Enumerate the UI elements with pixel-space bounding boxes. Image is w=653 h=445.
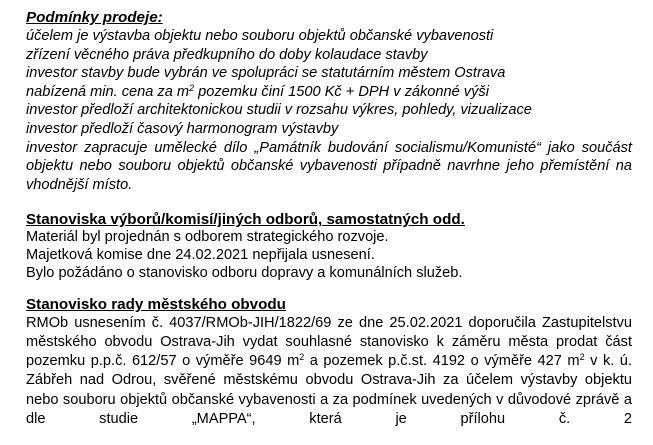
podminky-item: investor předloží architektonickou studii v rozsahu výkres, pohledy, vizualizace	[26, 102, 532, 119]
stanoviska-line: Bylo požádáno o stanovisko odboru dopravy a komunálních služeb.	[26, 264, 463, 281]
stanoviska-title: Stanoviska výborů/komisí/jiných odborů, samostatných odd.	[26, 211, 465, 229]
rada-text-2: a pozemek p.č.st. 4192 o výměře 427 m	[304, 353, 580, 370]
document-page	[26, 9, 632, 429]
podminky-item: investor předloží časový harmonogram výstavby	[26, 120, 339, 137]
podminky-item: zřízení věcného práva předkupního do doby kolaudace stavby	[26, 46, 428, 63]
stanoviska-body	[26, 229, 632, 282]
podminky-item-price	[26, 83, 632, 102]
stanoviska-line: Majetková komise dne 24.02.2021 nepřijala usnesení.	[26, 246, 375, 263]
rada-superscript-2: 2	[579, 352, 585, 363]
stanoviska-line: Materiál byl projednán s odborem strategického rozvoje.	[26, 229, 389, 246]
rada-text-1: RMOb usnesením č. 4037/RMOb-JIH/1822/69 ze dne 25.02.2021 doporučila Zastupitelstvu městského obvodu Ostrava-Jih vydat souhlasné stanovisko k záměru města prodat část pozemku p.p.č. 612/57 o výměře 9649 m	[26, 315, 632, 370]
podminky-item: účelem je výstavba objektu nebo souboru objektů občanské vybavenosti	[26, 28, 494, 44]
rada-paragraph	[26, 314, 632, 429]
podminky-item: investor zapracuje umělecké dílo „Památník budování socialismu/Komunisté“ jako součást objektu nebo souboru objektů občanské vybavenosti případně navrhne jeho přemístění na vhodnější místo.	[26, 139, 632, 193]
rada-text-3: v k. ú. Zábřeh nad Odrou, svěřené městskému obvodu Ostrava-Jih za účelem výstavby objektu nebo souboru objektů občanské vybavenosti a za podmínek uvedených v důvodové zprávě a dle studie „MAPPA“, která je přílohu č. 2	[26, 353, 632, 427]
price-superscript: 2	[189, 82, 195, 93]
podminky-list	[26, 27, 632, 194]
price-text-after: pozemku činí 1500 Kč + DPH v zákonné výši	[194, 83, 489, 100]
rada-title: Stanovisko rady městského obvodu	[26, 296, 286, 314]
podminky-title: Podmínky prodeje:	[26, 9, 163, 26]
rada-superscript-1: 2	[299, 352, 305, 363]
podminky-item: investor stavby bude vybrán ve spolupráci se statutárním městem Ostrava	[26, 65, 506, 82]
price-text-before: nabízená min. cena za m	[26, 83, 190, 100]
